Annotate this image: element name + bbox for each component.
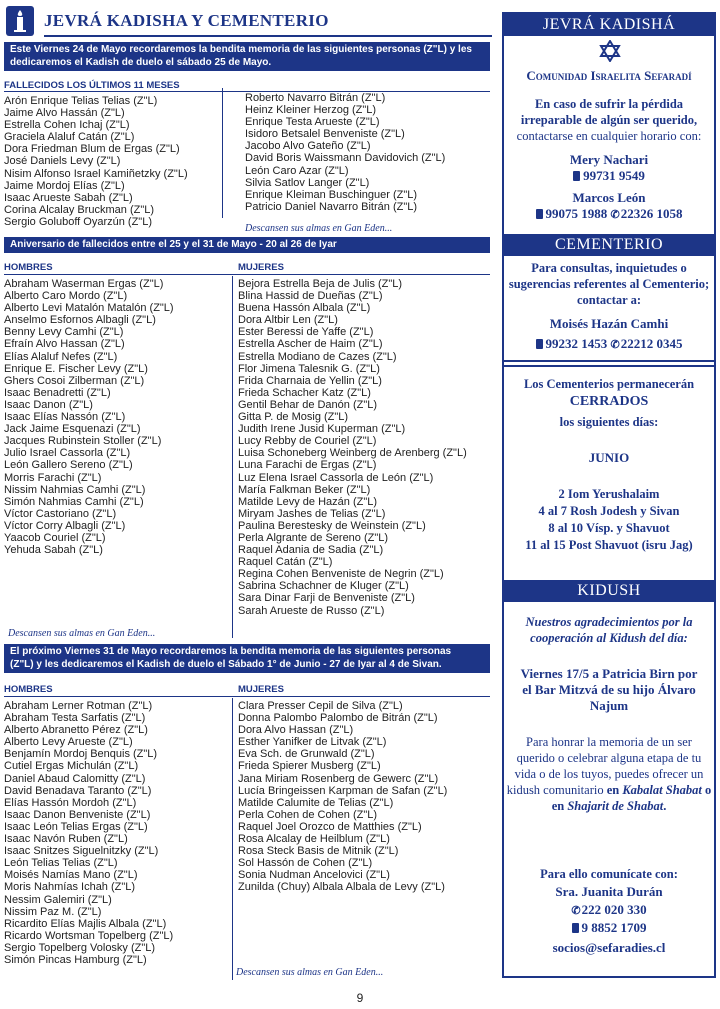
- contact1-mobile: 99731 9549: [583, 168, 645, 183]
- woman-name: Eva Sch. de Grunwald (Z"L): [238, 748, 375, 761]
- closed-date: 2 Iom Yerushalaim: [558, 487, 660, 501]
- telephone-icon: ✆: [610, 209, 620, 221]
- woman-name: Paulina Berestesky de Weinstein (Z"L): [238, 519, 426, 532]
- contact1-phones: [504, 168, 714, 184]
- deceased-name: Dora Friedman Blum de Ergas (Z"L): [4, 143, 180, 156]
- header-divider: [44, 35, 492, 37]
- man-name: Moisés Namías Mano (Z"L): [4, 869, 138, 882]
- anniversary1-men-list: [4, 278, 174, 556]
- man-name: Jacques Rubinstein Stoller (Z"L): [4, 435, 162, 448]
- woman-name: Frieda Spierer Musberg (Z"L): [238, 760, 381, 773]
- woman-name: Sonia Nudman Ancelovici (Z"L): [238, 869, 390, 882]
- man-name: Jack Jaime Esquenazi (Z"L): [4, 423, 141, 436]
- man-name: Isaac Danon (Z"L): [4, 398, 93, 411]
- anniversary1-women-heading: MUJERES: [238, 262, 284, 273]
- telephone-icon: ✆: [571, 905, 581, 917]
- kidush-title: KIDUSH: [504, 580, 714, 602]
- woman-name: Esther Yanifker de Litvak (Z"L): [238, 736, 387, 749]
- woman-name: Judith Irene Jusid Kuperman (Z"L): [238, 423, 406, 436]
- cementerio-phones: [504, 336, 714, 353]
- man-name: Víctor Castoriano (Z"L): [4, 507, 117, 520]
- man-name: Julio Israel Cassorla (Z"L): [4, 447, 131, 460]
- closed-dates: [504, 486, 714, 554]
- woman-name: Bejora Estrella Beja de Julis (Z"L): [238, 278, 403, 290]
- woman-name: Matilde Calumite de Telias (Z"L): [238, 796, 394, 809]
- anniversary2-women-heading: MUJERES: [238, 684, 284, 695]
- kidush-thanks: Nuestros agradecimientos por la cooperación al Kidush del día:: [525, 615, 693, 645]
- man-name: Isaac Navón Ruben (Z"L): [4, 833, 128, 846]
- kidush-phone-row: [504, 902, 714, 919]
- closed-line3: los siguientes días:: [559, 415, 659, 429]
- woman-name: Jana Miriam Rosenberg de Gewerc (Z"L): [238, 772, 439, 785]
- man-name: Isaac Snitzes Siguelnitzky (Z"L): [4, 845, 159, 858]
- deceased-name: Jaime Mordoj Elías (Z"L): [4, 179, 125, 192]
- kidush-mobile: 9 8852 1709: [581, 920, 647, 935]
- woman-name: Sol Hassón de Cohen (Z"L): [238, 857, 373, 870]
- man-name: Alberto Abranetto Pérez (Z"L): [4, 724, 148, 737]
- woman-name: Clara Presser Cepil de Silva (Z"L): [238, 700, 403, 712]
- man-name: Efraín Alvo Hassan (Z"L): [4, 338, 125, 351]
- anniversary1-women-list: [238, 278, 467, 617]
- woman-name: Matilde Levy de Hazán (Z"L): [238, 495, 378, 508]
- man-name: Simón Nahmias Camhi (Z"L): [4, 495, 144, 508]
- kidush-contact-name: Sra. Juanita Durán: [555, 884, 663, 899]
- deceased-name: Isidoro Betsalel Benveniste (Z"L): [245, 128, 405, 141]
- man-name: León Telias Telias (Z"L): [4, 857, 118, 870]
- kidush-honor: Para honrar la memoria de un ser querido o celebrar alguna etapa de tu vida o de los tuyos, puedes ofrecer un kidush comunitario en Kabalat Shabat o en Shajarit de Shabat.: [506, 735, 712, 813]
- man-name: Ghers Cosoi Zilberman (Z"L): [4, 374, 145, 387]
- man-name: Alberto Caro Mordo (Z"L): [4, 290, 128, 303]
- woman-name: Ester Beressi de Yaffe (Z"L): [238, 326, 374, 339]
- man-name: Simón Pincas Hamburg (Z"L): [4, 953, 147, 966]
- intro-notice-bar: [4, 42, 490, 71]
- anniversary2-divider: [232, 698, 233, 980]
- deceased-name: José Daniels Levy (Z"L): [4, 155, 121, 168]
- woman-name: Gitta P. de Mosig (Z"L): [238, 411, 349, 424]
- deceased-name: Silvia Satlov Langer (Z"L): [245, 176, 370, 189]
- cementerio-text: Para consultas, inquietudes o sugerencias referentes al Cementerio; contactar a:: [508, 261, 710, 307]
- woman-name: Perla Algrante de Sereno (Z"L): [238, 531, 389, 544]
- deceased-name: Estrella Cohen Ichaj (Z"L): [4, 119, 130, 132]
- deceased-name: Heinz Kleiner Herzog (Z"L): [245, 104, 377, 117]
- woman-name: Flor Jimena Talesnik G. (Z"L): [238, 362, 380, 375]
- anniversary1-divider: [232, 276, 233, 638]
- woman-name: Sarah Arueste de Russo (Z"L): [238, 604, 385, 617]
- anniversary2-men-list: [4, 700, 173, 966]
- intro-notice-line1: Este Viernes 24 de Mayo recordaremos la bendita memoria de las siguientes personas (Z"L) y les: [10, 44, 472, 55]
- sidebar: [502, 12, 716, 978]
- woman-name: Lucía Bringeissen Karpman de Safan (Z"L): [238, 784, 448, 797]
- man-name: Anselmo Esfornos Albagli (Z"L): [4, 314, 156, 327]
- deceased-name: Jacobo Alvo Gateño (Z"L): [245, 140, 371, 153]
- community-name: Comunidad Israelita Sefaradí: [526, 68, 692, 83]
- page-title: JEVRÁ KADISHA Y CEMENTERIO: [44, 11, 329, 30]
- man-name: Isaac Danon Benveniste (Z"L): [4, 808, 151, 821]
- woman-name: Regina Cohen Benveniste de Negrin (Z"L): [238, 568, 444, 581]
- anniversary2-bar-line2: (Z"L) y les dedicaremos el Kadish de duelo el Sábado 1° de Junio - 27 de Iyar al 4 de Sivan.: [10, 659, 442, 670]
- woman-name: María Falkman Beker (Z"L): [238, 483, 371, 496]
- deceased-name: Jaime Alvo Hassán (Z"L): [4, 107, 125, 120]
- kidush-honor-in: en: [606, 783, 620, 797]
- jevra-intro-rest: contactarse en cualquier horario con:: [516, 129, 702, 143]
- closed-line1: Los Cementerios permanecerán: [523, 377, 695, 391]
- man-name: Alberto Levi Matalón Matalón (Z"L): [4, 302, 174, 315]
- cementerio-rule-top: [504, 360, 714, 362]
- telephone-icon: ✆: [610, 339, 620, 351]
- man-name: Daniel Abaud Calomitty (Z"L): [4, 772, 146, 785]
- woman-name: Estrella Ascher de Haim (Z"L): [238, 338, 383, 351]
- man-name: Elías Alaluf Nefes (Z"L): [4, 350, 118, 363]
- deceased-name: Graciela Alaluf Catán (Z"L): [4, 131, 135, 144]
- kidush-contact-intro: Para ello comunícate con:: [540, 867, 678, 881]
- kidush-mobile-row: [504, 920, 714, 936]
- man-name: Cutiel Ergas Michulán (Z"L): [4, 760, 139, 773]
- woman-name: Estrella Modiano de Cazes (Z"L): [238, 350, 397, 363]
- anniversary2-women-list: [238, 700, 447, 894]
- contact2-phone: 22326 1058: [620, 206, 683, 221]
- woman-name: Buena Hassón Albala (Z"L): [238, 302, 371, 315]
- deceased-name: Corina Alcalay Bruckman (Z"L): [4, 203, 155, 216]
- deceased-name: Isaac Arueste Sabah (Z"L): [4, 191, 133, 204]
- woman-name: Blina Hassid de Dueñas (Z"L): [238, 290, 383, 303]
- cementerio-contact-name: Moisés Hazán Camhi: [549, 316, 669, 331]
- anniversary1-rule: [4, 274, 490, 275]
- kidush-phone: 222 020 330: [581, 902, 647, 917]
- cementerio-rule-bottom: [504, 365, 714, 367]
- man-name: Isaac Elías Nassón (Z"L): [4, 411, 126, 424]
- mobile-icon: [573, 171, 580, 181]
- candle-icon: [6, 6, 34, 36]
- kidush-honor-opt1: Kabalat Shabat: [622, 783, 702, 797]
- man-name: Enrique E. Fischer Levy (Z"L): [4, 362, 148, 375]
- closed-date: 11 al 15 Post Shavuot (isru Jag): [525, 538, 693, 552]
- deceased-name: León Caro Azar (Z"L): [245, 164, 349, 177]
- man-name: Ricardito Elías Majlis Albala (Z"L): [4, 917, 167, 930]
- kidush-honor-or: o en: [551, 783, 712, 813]
- man-name: Ricardo Wortsman Topelberg (Z"L): [4, 929, 174, 942]
- deceased-name: Arón Enrique Telias Telias (Z"L): [4, 95, 158, 107]
- man-name: Abraham Waserman Ergas (Z"L): [4, 278, 164, 290]
- recent-deceased-list-2: [245, 92, 445, 213]
- page-header: [4, 4, 492, 38]
- woman-name: Frida Charnaia de Yellin (Z"L): [238, 374, 382, 387]
- woman-name: Donna Palombo Palombo de Bitrán (Z"L): [238, 712, 438, 725]
- kidush-email[interactable]: socios@sefaradies.cl: [552, 940, 666, 955]
- mobile-icon: [572, 923, 579, 933]
- man-name: León Gallero Sereno (Z"L): [4, 459, 133, 472]
- deceased-name: Enrique Testa Arueste (Z"L): [245, 116, 380, 129]
- man-name: Morris Farachi (Z"L): [4, 471, 102, 484]
- woman-name: Raquel Catán (Z"L): [238, 556, 333, 569]
- deceased-name: Roberto Navarro Bitrán (Z"L): [245, 92, 386, 104]
- woman-name: Perla Cohen de Cohen (Z"L): [238, 808, 378, 821]
- anniversary2-rule: [4, 696, 490, 697]
- anniversary2-bar-line1: El próximo Viernes 31 de Mayo recordaremos la bendita memoria de las siguientes personas: [10, 646, 452, 657]
- man-name: Alberto Levy Arueste (Z"L): [4, 736, 133, 749]
- man-name: Nissim Nahmias Camhi (Z"L): [4, 483, 146, 496]
- kidush-honor-text: Para honrar la memoria de un ser querido o celebrar alguna etapa de tu vida o de los tuyos, puedes ofrecer un kidush comunitario: [506, 735, 704, 797]
- woman-name: Lucy Rebby de Couriel (Z"L): [238, 435, 377, 448]
- recent-deceased-list-1: [4, 95, 188, 228]
- recent-deceased-heading: FALLECIDOS LOS ÚLTIMOS 11 MESES: [4, 80, 180, 91]
- woman-name: Luz Elena Israel Cassorla de León (Z"L): [238, 471, 434, 484]
- man-name: Benjamín Mordoj Benquis (Z"L): [4, 748, 158, 761]
- cementerio-mobile: 99232 1453: [545, 336, 608, 351]
- contact1-name: Mery Nachari: [569, 152, 649, 167]
- deceased-name: Nisim Alfonso Israel Kamiñetzky (Z"L): [4, 167, 188, 180]
- woman-name: Raquel Adania de Sadia (Z"L): [238, 544, 384, 557]
- woman-name: Miryam Jashes de Telias (Z"L): [238, 507, 386, 520]
- deceased-name: David Boris Waissmann Davidovich (Z"L): [245, 152, 446, 165]
- man-name: David Benadava Taranto (Z"L): [4, 784, 152, 797]
- man-name: Yehuda Sabah (Z"L): [4, 544, 103, 557]
- man-name: Elías Hassón Mordoh (Z"L): [4, 796, 137, 809]
- contact2-name: Marcos León: [572, 190, 646, 205]
- rest-note-1: Descansen sus almas en Gan Eden...: [245, 223, 393, 234]
- man-name: Yaacob Couriel (Z"L): [4, 531, 106, 544]
- woman-name: Raquel Joel Orozco de Matthies (Z"L): [238, 820, 422, 833]
- mobile-icon: [536, 209, 543, 219]
- jevra-intro-bold: En caso de sufrir la pérdida irreparable de algún ser querido,: [520, 97, 698, 127]
- anniversary1-bar-text: Aniversario de fallecidos entre el 25 y el 31 de Mayo - 20 al 26 de Iyar: [10, 239, 337, 250]
- rest-note-3: Descansen sus almas en Gan Eden...: [236, 967, 384, 978]
- man-name: Moris Nahmías Ichah (Z"L): [4, 881, 136, 894]
- mobile-icon: [536, 339, 543, 349]
- woman-name: Frieda Schacher Katz (Z"L): [238, 386, 371, 399]
- woman-name: Luna Farachi de Ergas (Z"L): [238, 459, 377, 472]
- man-name: Isaac León Telias Ergas (Z"L): [4, 820, 148, 833]
- man-name: Víctor Corry Albagli (Z"L): [4, 519, 126, 532]
- closed-date: 4 al 7 Rosh Jodesh y Sivan: [538, 504, 680, 518]
- anniversary1-men-heading: HOMBRES: [4, 262, 53, 273]
- man-name: Abraham Testa Sarfatis (Z"L): [4, 712, 146, 725]
- cementerio-title: CEMENTERIO: [504, 234, 714, 256]
- deceased-name: Sergio Goluboff Oyarzún (Z"L): [4, 215, 152, 228]
- woman-name: Dora Alvo Hassan (Z"L): [238, 724, 354, 737]
- man-name: Sergio Topelberg Volosky (Z"L): [4, 941, 156, 954]
- deceased-name: Enrique Kleiman Buschinguer (Z"L): [245, 188, 418, 201]
- man-name: Nissim Paz M. (Z"L): [4, 905, 102, 918]
- kidush-sponsor: Viernes 17/5 a Patricia Birn por el Bar Mitzvá de su hijo Álvaro Najum: [520, 666, 698, 713]
- woman-name: Dora Altbir Len (Z"L): [238, 314, 338, 327]
- man-name: Benny Levy Camhi (Z"L): [4, 326, 124, 339]
- jevra-title: JEVRÁ KADISHÁ: [504, 14, 714, 36]
- cementerio-phone: 22212 0345: [620, 336, 683, 351]
- contact2-phones: [504, 206, 714, 223]
- kidush-honor-opt2: Shajarit de Shabat: [567, 799, 664, 813]
- contact2-mobile: 99075 1988: [545, 206, 608, 221]
- man-name: Abraham Lerner Rotman (Z"L): [4, 700, 153, 712]
- anniversary2-bar: [4, 644, 490, 673]
- star-of-david-icon: [599, 40, 621, 67]
- closed-date: 8 al 10 Vísp. y Shavuot: [548, 521, 670, 535]
- closed-month: JUNIO: [588, 450, 630, 465]
- woman-name: Zunilda (Chuy) Albala Albala de Levy (Z"L): [238, 881, 445, 894]
- jevra-intro: [504, 96, 714, 144]
- man-name: Nessim Galemiri (Z"L): [4, 893, 112, 906]
- recent-deceased-divider: [222, 88, 223, 218]
- page-number: 9: [356, 991, 364, 1005]
- woman-name: Luisa Schoneberg Weinberg de Arenberg (Z"L): [238, 447, 467, 460]
- woman-name: Sabrina Schachner de Kluger (Z"L): [238, 580, 409, 593]
- man-name: Isaac Benadretti (Z"L): [4, 386, 111, 399]
- woman-name: Sara Dinar Farji de Benveniste (Z"L): [238, 592, 415, 605]
- woman-name: Rosa Steck Basis de Mitnik (Z"L): [238, 845, 399, 858]
- woman-name: Rosa Alcalay de Heilblum (Z"L): [238, 833, 390, 846]
- rest-note-2: Descansen sus almas en Gan Eden...: [8, 628, 156, 639]
- closed-line2: CERRADOS: [569, 394, 649, 409]
- deceased-name: Patricio Daniel Navarro Bitrán (Z"L): [245, 200, 418, 213]
- anniversary2-men-heading: HOMBRES: [4, 684, 53, 695]
- intro-notice-line2: dedicaremos el Kadish de duelo el sábado 25 de Mayo.: [10, 57, 272, 68]
- anniversary1-bar: [4, 237, 490, 253]
- woman-name: Gentil Behar de Danón (Z"L): [238, 398, 378, 411]
